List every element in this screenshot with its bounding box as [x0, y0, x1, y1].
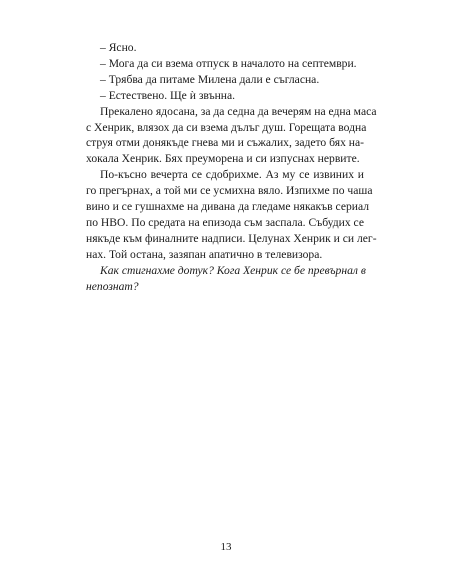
paragraph-line: нах. Той остана, зазяпан апатично в телевизора. — [86, 247, 323, 261]
paragraph-line: струя отми донякъде гнева ми и съжалих, задето бях на- — [86, 136, 364, 150]
dialogue-line: – Естествено. Ще ѝ звънна. — [100, 88, 236, 102]
paragraph-line: по HBO. По средата на епизода съм заспала. Събудих се — [86, 215, 364, 229]
dialogue-line: – Трябва да питаме Милена дали е съгласна. — [100, 72, 320, 86]
paragraph-line: го прегърнах, а той ми се усмихна вяло. Изпихме по чаша — [86, 184, 373, 198]
dialogue-line: – Ясно. — [100, 41, 137, 54]
paragraph-line: непознат? — [86, 279, 139, 293]
paragraph-line: хокала Хенрик. Бях преуморена и си изпуснах нервите. — [86, 152, 360, 166]
paragraph-line: По-късно вечерта се сдобрихме. Аз му се извиних и — [100, 168, 364, 182]
paragraph-line: с Хенрик, влязох да си взема дълъг душ. Горещата водна — [86, 120, 367, 134]
dialogue-block — [86, 40, 364, 104]
paragraph-line: Как стигнахме дотук? Кога Хенрик се бе превърнал в — [100, 263, 366, 277]
paragraph-line: Прекалено ядосана, за да седна да вечерям на една маса — [100, 104, 377, 118]
dialogue-line: – Мога да си взема отпуск в началото на септември. — [100, 56, 357, 70]
page-number: 13 — [220, 541, 232, 553]
paragraph-line: някъде към финалните надписи. Целунах Хенрик и си лег- — [86, 231, 377, 245]
page-body — [86, 40, 377, 295]
paragraph-2 — [86, 167, 377, 262]
paragraph-3 — [86, 263, 364, 295]
paragraph-1 — [86, 104, 377, 168]
paragraph-line: вино и се гушнахме на дивана да гледаме някакъв сериал — [86, 200, 370, 214]
